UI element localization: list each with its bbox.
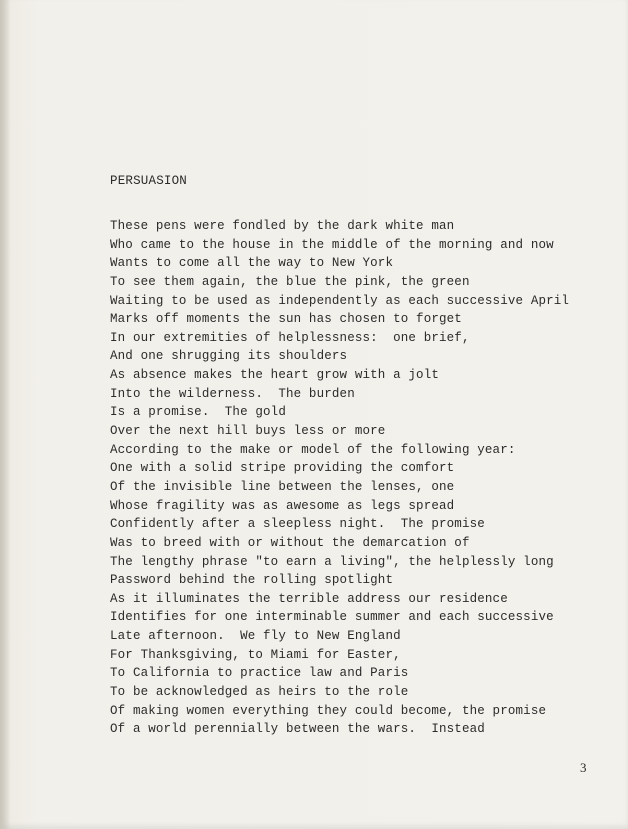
poem-line: Into the wilderness. The burden [110, 386, 355, 401]
poem-line: As it illuminates the terrible address our residence [110, 591, 508, 606]
poem-line: To be acknowledged as heirs to the role [110, 685, 409, 700]
poem-title: PERSUASION [110, 174, 188, 188]
poem-line: Was to breed with or without the demarcation of [110, 535, 470, 550]
poem-line: And one shrugging its shoulders [110, 349, 348, 364]
poem-line: Confidently after a sleepless night. The promise [110, 517, 485, 532]
poem-line: Over the next hill buys less or more [110, 424, 386, 439]
poem-line: Who came to the house in the middle of the morning and now [110, 237, 554, 252]
poem-line: Waiting to be used as independently as each successive April [110, 293, 570, 308]
poem-line: For Thanksgiving, to Miami for Easter, [110, 647, 401, 662]
binding-shadow [0, 0, 10, 829]
poem-line: These pens were fondled by the dark white man [110, 219, 455, 233]
poem-line: Identifies for one interminable summer and each successive [110, 610, 554, 625]
poem-line: To California to practice law and Paris [110, 666, 409, 681]
poem-line: Wants to come all the way to New York [110, 256, 394, 271]
poem-line: According to the make or model of the following year: [110, 442, 516, 457]
poem-line: One with a solid stripe providing the comfort [110, 461, 455, 476]
poem-line: Late afternoon. We fly to New England [110, 629, 401, 644]
poem-line: Of the invisible line between the lenses, one [110, 479, 455, 494]
poem-body [110, 217, 569, 739]
poem-line: To see them again, the blue the pink, the green [110, 274, 470, 289]
poem-line: Password behind the rolling spotlight [110, 573, 394, 588]
poem-line: Marks off moments the sun has chosen to forget [110, 312, 462, 327]
poem-line: The lengthy phrase "to earn a living", the helplessly long [110, 554, 554, 569]
page-number: 3 [580, 760, 587, 775]
poem-line: Of making women everything they could become, the promise [110, 703, 547, 718]
poem-line: Whose fragility was as awesome as legs spread [110, 498, 455, 513]
poem-line: Of a world perennially between the wars. Instead [110, 722, 485, 737]
poem-line: Is a promise. The gold [110, 405, 286, 420]
poem-line: In our extremities of helplessness: one brief, [110, 330, 470, 345]
poem-line: As absence makes the heart grow with a jolt [110, 368, 440, 383]
